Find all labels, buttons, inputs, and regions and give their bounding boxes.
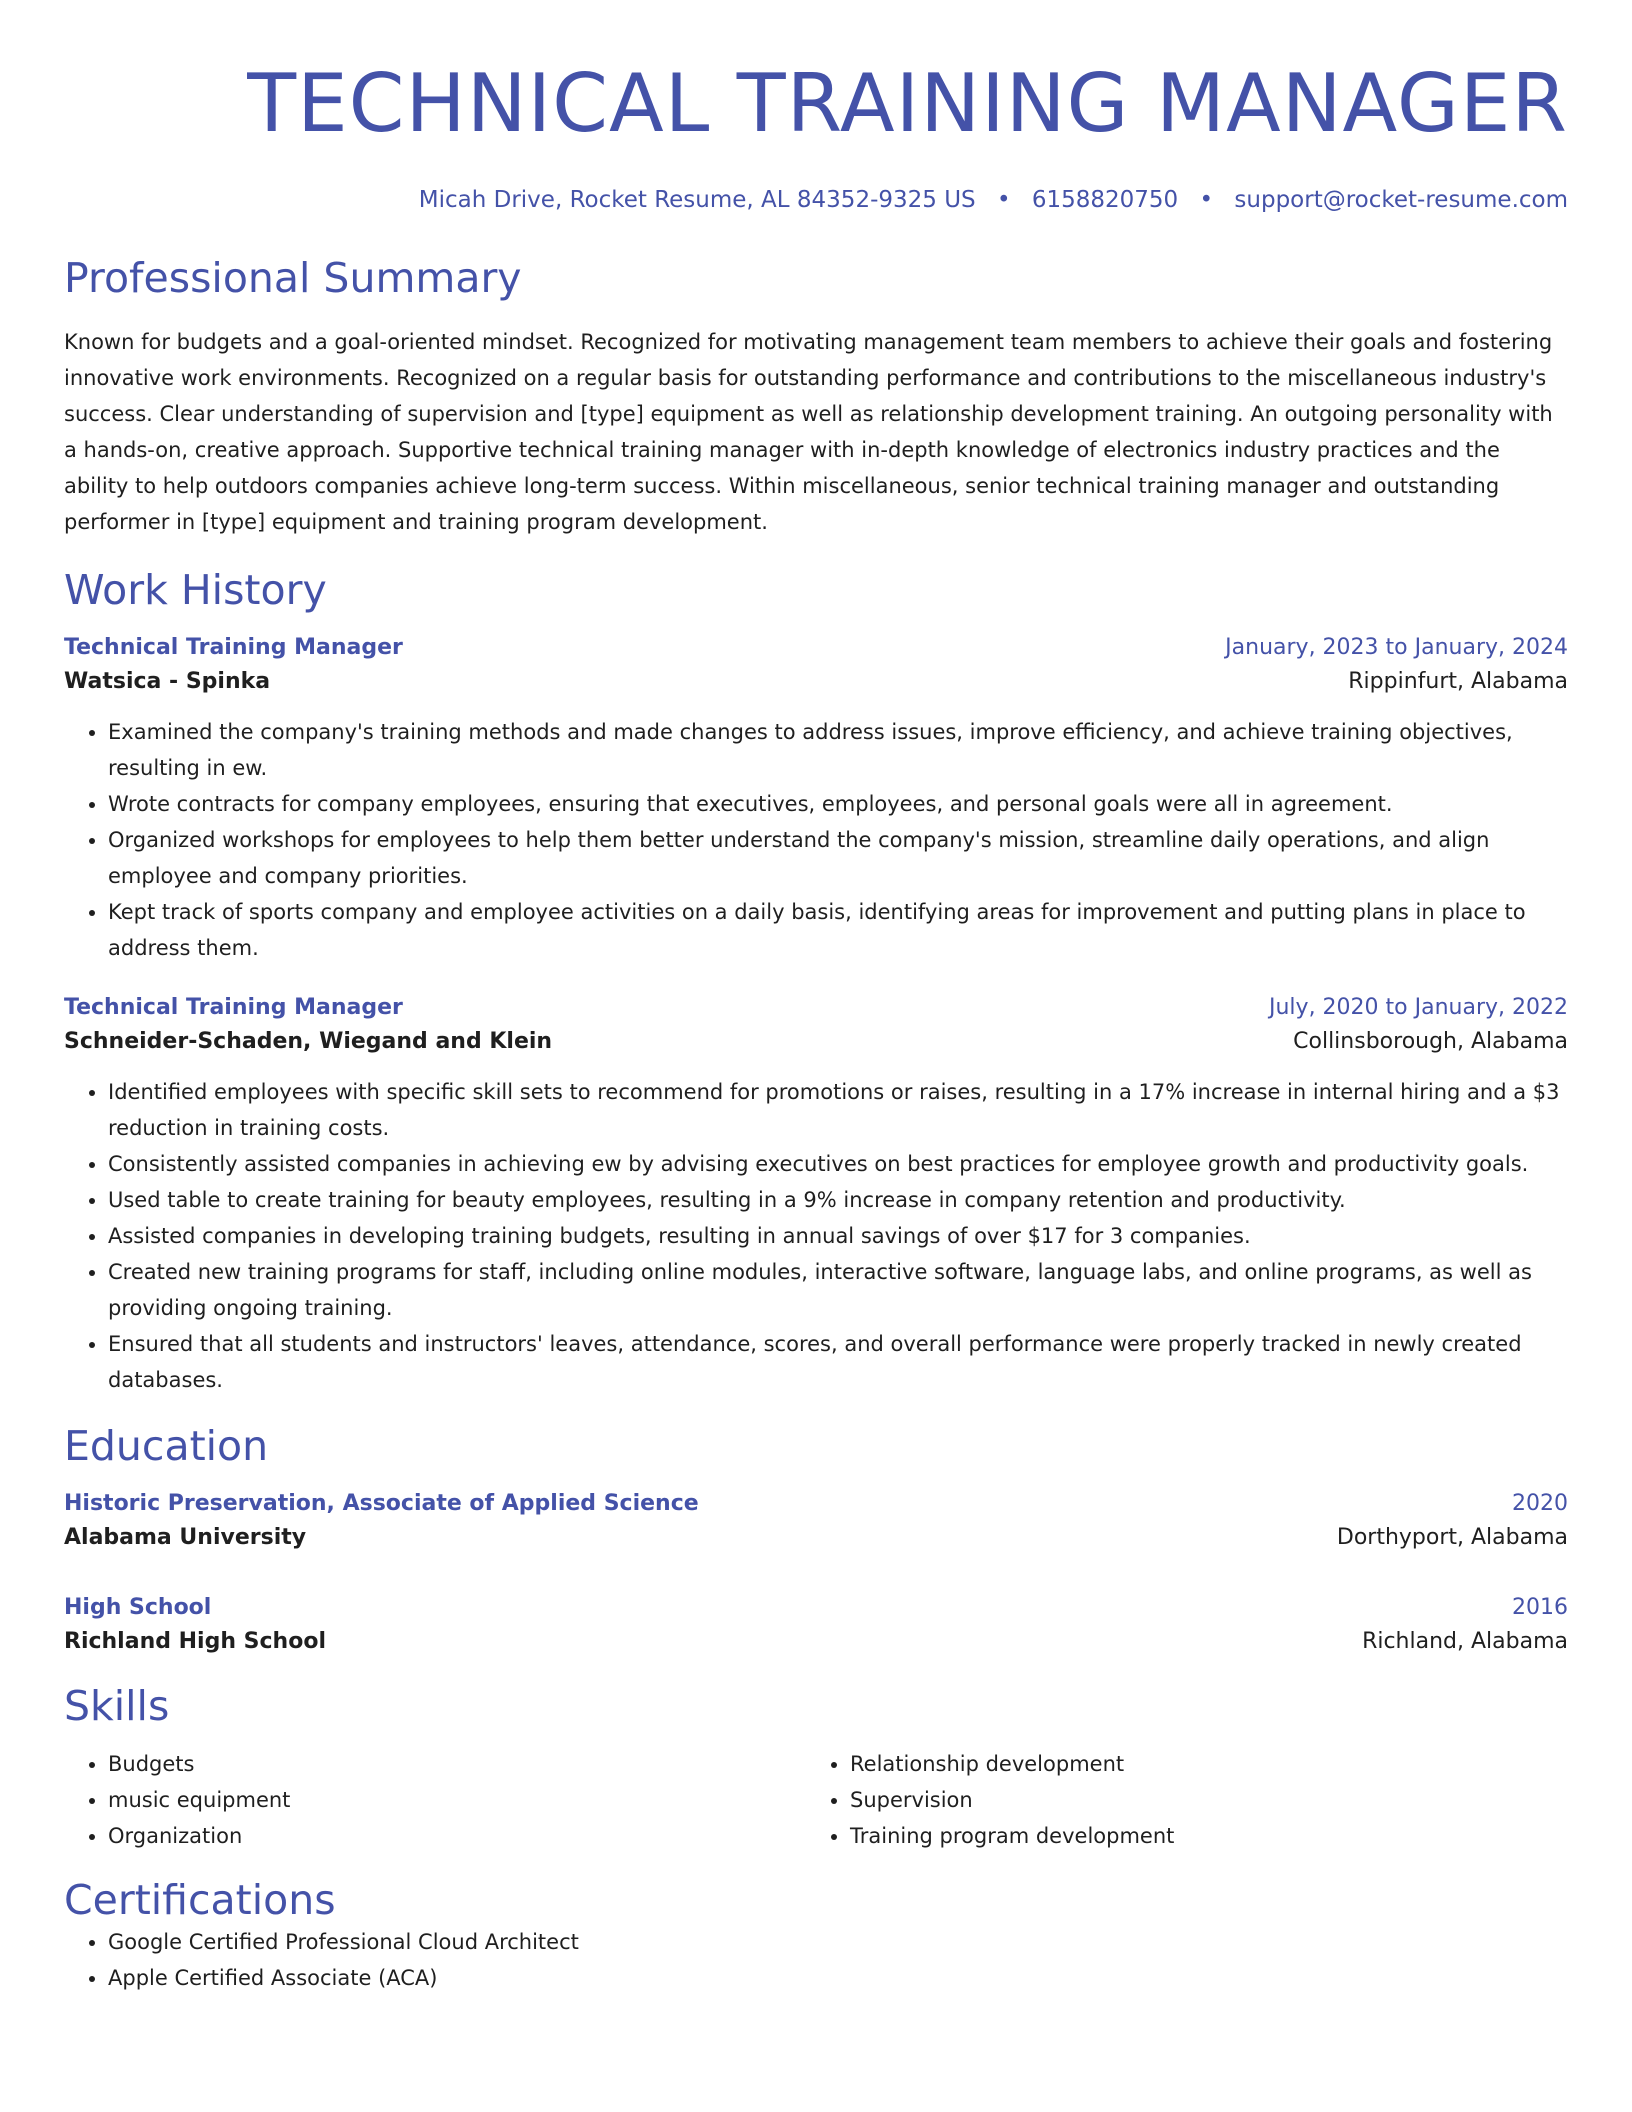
work-history-section [64,566,1568,1398]
job-dates: January, 2023 to January, 2024 [1225,635,1568,660]
skill-item: • Organization [108,1818,806,1854]
contact-email: support@rocket-resume.com [1234,187,1568,213]
skills-list [806,1746,1548,1854]
certifications-section [64,1876,1568,1996]
job-bullet: • Consistently assisted companies in achieving ew by advising executives on best practices for employee growth and productivity goals. [108,1146,1568,1182]
skills-heading: Skills [64,1682,170,1730]
job-location: Rippinfurt, Alabama [1348,669,1568,694]
contact-line [64,184,1568,216]
contact-separator: • [1199,187,1214,213]
job-bullet: • Used table to create training for beauty employees, resulting in a 9% increase in company retention and productivity. [108,1182,1568,1218]
education-degree: Historic Preservation, Associate of Applied Science [64,1491,699,1516]
resume-title: TECHNICAL TRAINING MANAGER [247,57,1568,150]
education-section [64,1422,1568,1660]
job-bullet: • Identified employees with specific skill sets to recommend for promotions or raises, resulting in a 17% increase in internal hiring and a $3 reduction in training costs. [108,1074,1568,1146]
job-company-row [64,1024,1568,1060]
education-school: Richland High School [64,1629,326,1654]
education-year: 2020 [1512,1491,1568,1516]
summary-text: Known for budgets and a goal-oriented mindset. Recognized for motivating management team members to achieve their goals and fostering innovative work environments. Recognized on a regular basis for outstanding performance and contributions to the miscellaneous industry's success. Clear understanding of supervision and [type] equipment as well as relationship development training. An outgoing personality with a hands-on, creative approach. Supportive technical training manager with in-depth knowledge of electronics industry practices and the ability to help outdoors companies achieve long-term success. Within miscellaneous, senior technical training manager and outstanding performer in [type] equipment and training program development. [64,330,1553,534]
skills-column-left [64,1746,806,1854]
job-bullet: • Assisted companies in developing training budgets, resulting in annual savings of over $17 for 3 companies. [108,1218,1568,1254]
job-company-row [64,664,1568,700]
job-header-row [64,992,1568,1024]
education-entry [64,1488,1568,1556]
education-location: Richland, Alabama [1362,1629,1568,1654]
education-school: Alabama University [64,1525,307,1550]
work-history-heading: Work History [64,566,327,614]
job-company: Schneider-Schaden, Wiegand and Klein [64,1029,553,1054]
summary-heading: Professional Summary [64,254,522,302]
certifications-list [64,1924,1568,1996]
skills-grid [64,1746,1568,1854]
skill-item: • Training program development [850,1818,1548,1854]
job-entry [64,992,1568,1398]
education-year: 2016 [1512,1595,1568,1620]
skill-item: • Supervision [850,1782,1548,1818]
job-bullet: • Ensured that all students and instructors' leaves, attendance, scores, and overall performance were properly tracked in newly created databases. [108,1326,1568,1398]
skill-item: • Relationship development [850,1746,1548,1782]
job-bullets [64,714,1568,966]
job-bullet: • Examined the company's training methods and made changes to address issues, improve efficiency, and achieve training objectives, resulting in ew. [108,714,1568,786]
certification-item: • Apple Certified Associate (ACA) [108,1960,1568,1996]
job-role: Technical Training Manager [64,995,403,1020]
education-heading: Education [64,1422,269,1470]
education-school-row [64,1624,1568,1660]
job-company: Watsica - Spinka [64,669,271,694]
education-school-row [64,1520,1568,1556]
job-bullet: • Created new training programs for staff, including online modules, interactive software, language labs, and online programs, as well as providing ongoing training. [108,1254,1568,1326]
job-role: Technical Training Manager [64,635,403,660]
job-bullet: • Wrote contracts for company employees, ensuring that executives, employees, and personal goals were all in agreement. [108,786,1568,822]
skill-item: • Budgets [108,1746,806,1782]
job-bullet: • Organized workshops for employees to help them better understand the company's mission, streamline daily operations, and align employee and company priorities. [108,822,1568,894]
job-entry [64,632,1568,966]
resume-header [64,56,1568,216]
skills-column-right [806,1746,1548,1854]
education-entry [64,1592,1568,1660]
education-header-row [64,1592,1568,1624]
contact-address: Micah Drive, Rocket Resume, AL 84352-9325 US [418,187,976,213]
job-location: Collinsborough, Alabama [1293,1029,1568,1054]
education-location: Dorthyport, Alabama [1336,1525,1568,1550]
education-header-row [64,1488,1568,1520]
contact-phone: 6158820750 [1031,187,1179,213]
certifications-heading: Certifications [64,1876,336,1924]
education-degree: High School [64,1595,212,1620]
job-bullets [64,1074,1568,1398]
summary-section [64,254,1568,540]
contact-separator: • [996,187,1011,213]
job-bullet: • Kept track of sports company and employee activities on a daily basis, identifying areas for improvement and putting plans in place to address them. [108,894,1568,966]
job-header-row [64,632,1568,664]
skills-list [64,1746,806,1854]
certification-item: • Google Certified Professional Cloud Architect [108,1924,1568,1960]
job-dates: July, 2020 to January, 2022 [1269,995,1568,1020]
skill-item: • music equipment [108,1782,806,1818]
skills-section [64,1682,1568,1854]
